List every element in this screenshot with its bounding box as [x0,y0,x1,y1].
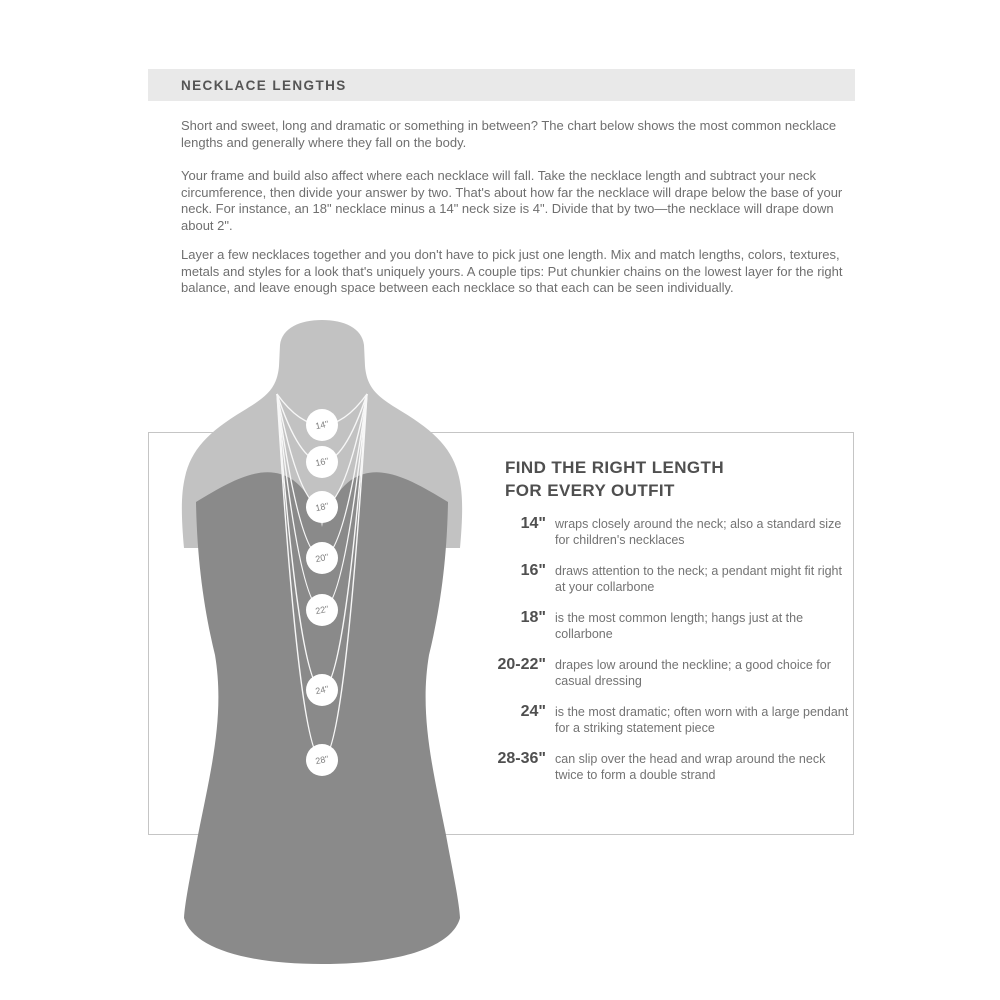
page-title: NECKLACE LENGTHS [181,77,347,93]
pendant-length-label: 14" [314,418,330,432]
pendant-length-label: 22" [314,603,330,617]
legend-title-line2: FOR EVERY OUTFIT [505,481,675,500]
legend-size-description: drapes low around the neckline; a good choice for casual dressing [555,658,831,688]
pendant-length-label: 28" [314,753,330,767]
legend-size-description: is the most common length; hangs just at the collarbone [555,611,804,641]
intro-paragraph: Your frame and build also affect where each necklace will fall. Take the necklace length and subtract your neck circumference, then divide your answer by two. That's about how far the necklace will drape below the base of your neck. For instance, an 18" necklace minus a 14" neck size is 4". Divide that by two—the necklace will drape down about 2". [181,168,843,233]
legend-item [460,516,852,548]
legend-item [460,563,852,595]
legend-size-description: is the most dramatic; often worn with a large pendant for a striking statement piece [555,705,849,735]
legend-item [460,751,852,783]
legend-title-line1: FIND THE RIGHT LENGTH [505,458,724,477]
mannequin-diagram [150,316,480,976]
legend-item [460,657,852,689]
legend-size-label: 14" [520,515,546,532]
legend-size-label: 18" [520,609,546,626]
legend-size-description: can slip over the head and wrap around the neck twice to form a double strand [555,752,826,782]
legend-size-label: 28-36" [497,750,546,767]
legend-title [505,456,852,502]
legend-size-label: 24" [520,703,546,720]
legend-size-label: 16" [520,562,546,579]
length-legend [460,456,852,798]
pendant-length-label: 18" [314,500,330,514]
intro-paragraph: Short and sweet, long and dramatic or something in between? The chart below shows the most common necklace lengths and generally where they fall on the body. [181,118,837,150]
intro-paragraph: Layer a few necklaces together and you don't have to pick just one length. Mix and match lengths, colors, textures, metals and styles for a look that's uniquely yours. A couple tips: Put chunkier chains on the lowest layer for the right balance, and leave enough space between each necklace so that each can be seen individually. [181,247,843,295]
pendant-length-label: 16" [314,455,330,469]
legend-items [460,516,852,783]
legend-item [460,704,852,736]
legend-size-label: 20-22" [497,656,546,673]
legend-size-description: wraps closely around the neck; also a standard size for children's necklaces [555,517,842,547]
pendant-length-label: 20" [314,551,330,565]
legend-size-description: draws attention to the neck; a pendant might fit right at your collarbone [555,564,842,594]
header-bar [148,69,855,101]
pendant-length-label: 24" [314,683,330,697]
legend-item [460,610,852,642]
